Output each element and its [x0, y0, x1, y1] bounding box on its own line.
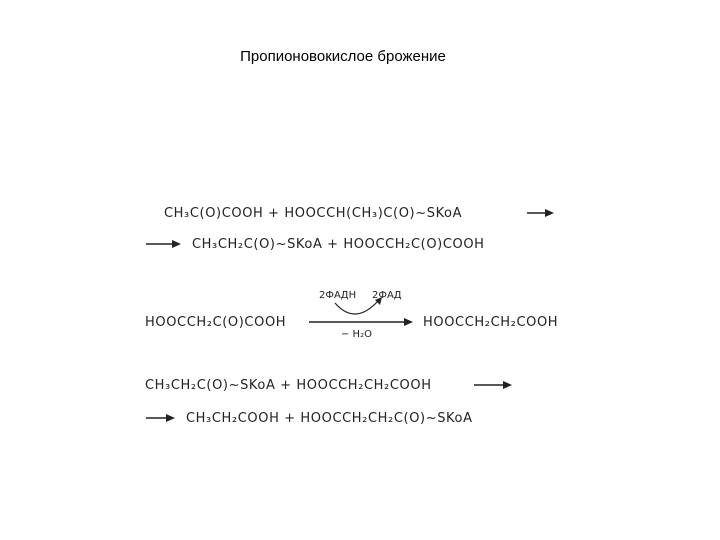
reaction3-arrow-right-icon — [474, 381, 512, 389]
reaction1-arrow-continue-icon — [146, 240, 181, 248]
water-label: − H₂O — [341, 329, 372, 340]
reaction3-line1: CH₃CH₂C(O)~SKoA + HOOCCH₂CH₂COOH — [145, 378, 432, 393]
reaction2-reactant: HOOCCH₂C(O)COOH — [145, 315, 287, 330]
reaction1-line2: CH₃CH₂C(O)~SKoA + HOOCCH₂C(O)COOH — [192, 237, 485, 252]
cofactor-out-label: 2ФАД — [372, 290, 402, 301]
reaction3-arrow-continue-icon — [146, 414, 175, 422]
reaction1-line1: CH₃C(O)COOH + HOOCCH(CH₃)C(O)~SKoA — [164, 206, 463, 221]
reaction1-arrow-right-icon — [527, 209, 554, 217]
cofactor-in-label: 2ФАДН — [319, 290, 357, 301]
reaction3-line2: CH₃CH₂COOH + HOOCCH₂CH₂C(O)~SKoA — [186, 411, 473, 426]
reaction2-product: HOOCCH₂CH₂COOH — [423, 315, 559, 330]
reaction2-arrow-right-icon — [309, 318, 413, 326]
page-title: Пропионовокислое брожение — [240, 48, 446, 65]
